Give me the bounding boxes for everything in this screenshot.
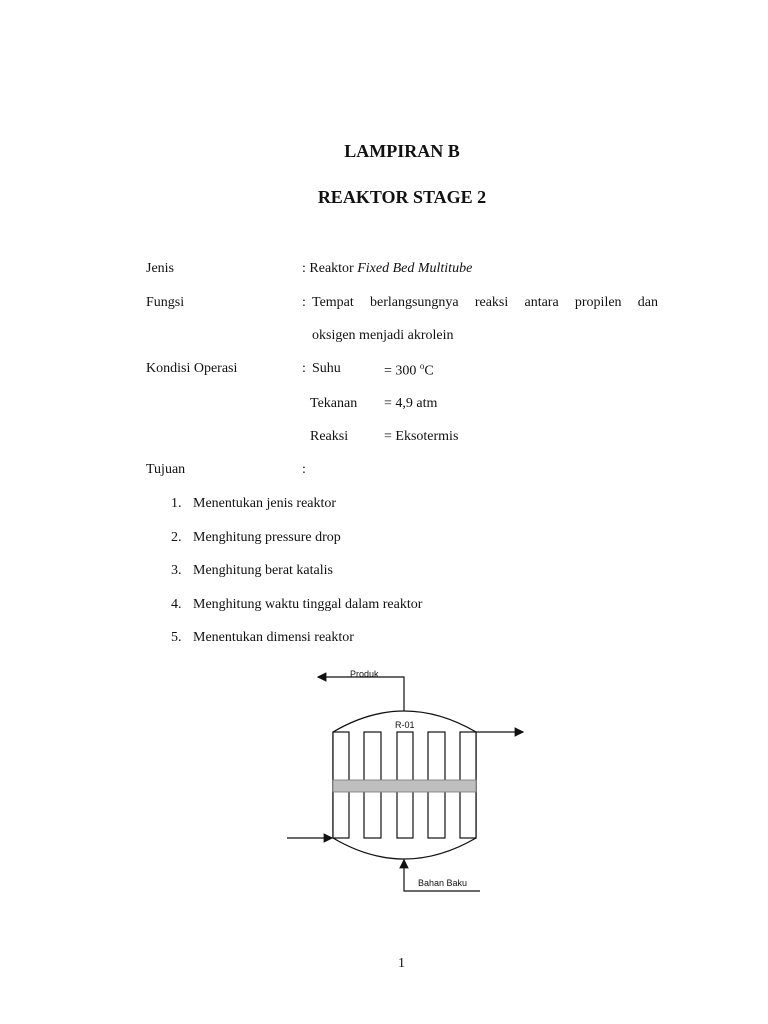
list-item: Menentukan jenis reaktor [193, 496, 337, 511]
kondisi-tekanan-value: = 4,9 atm [384, 396, 438, 411]
fungsi-word: reaksi [474, 295, 509, 310]
jenis-label: Jenis [146, 261, 174, 276]
fungsi-word: propilen [574, 295, 622, 310]
list-item: Menghitung waktu tinggal dalam reaktor [193, 597, 423, 612]
fungsi-word: Tempat [312, 295, 354, 310]
product-outlet-line [318, 677, 404, 715]
list-item-number: 3. [171, 563, 182, 578]
page-title: LAMPIRAN B [344, 141, 460, 161]
list-item: Menghitung pressure drop [193, 530, 341, 545]
kondisi-label: Kondisi Operasi [146, 361, 238, 376]
list-item-number: 2. [171, 530, 182, 545]
jenis-value-prefix: Reaktor [309, 261, 354, 276]
reactor-label: R-01 [395, 720, 415, 730]
tujuan-colon: : [302, 462, 306, 477]
feed-label: Bahan Baku [418, 878, 468, 888]
page-number: 1 [398, 956, 405, 971]
degree-sup: o [419, 361, 425, 371]
fungsi-label: Fungsi [146, 295, 185, 310]
kondisi-tekanan-name: Tekanan [310, 396, 358, 411]
suhu-value: = 300 [384, 363, 420, 379]
page-subtitle: REAKTOR STAGE 2 [317, 187, 487, 207]
jenis-colon: : [302, 261, 306, 276]
list-item: Menentukan dimensi reaktor [193, 630, 354, 645]
jenis-value-italic: Fixed Bed Multitube [357, 261, 473, 276]
tujuan-label: Tujuan [146, 462, 186, 477]
fungsi-line-2: oksigen menjadi akrolein [312, 328, 454, 343]
fungsi-word: dan [637, 295, 658, 310]
list-item-number: 1. [171, 496, 182, 511]
kondisi-reaksi-name: Reaksi [310, 429, 349, 444]
fungsi-colon: : [302, 295, 306, 310]
reactor-middle-band [333, 780, 476, 792]
suhu-unit: C [424, 363, 434, 379]
kondisi-colon: : [302, 361, 306, 376]
list-item: Menghitung berat katalis [193, 563, 333, 578]
list-item-number: 5. [171, 630, 182, 645]
fungsi-word: antara [524, 295, 559, 310]
kondisi-reaksi-value: = Eksotermis [384, 429, 459, 444]
kondisi-suhu-name: Suhu [312, 361, 341, 376]
list-item-number: 4. [171, 597, 182, 612]
product-label: Produk [350, 669, 379, 679]
fungsi-word: berlangsungnya [369, 295, 459, 310]
